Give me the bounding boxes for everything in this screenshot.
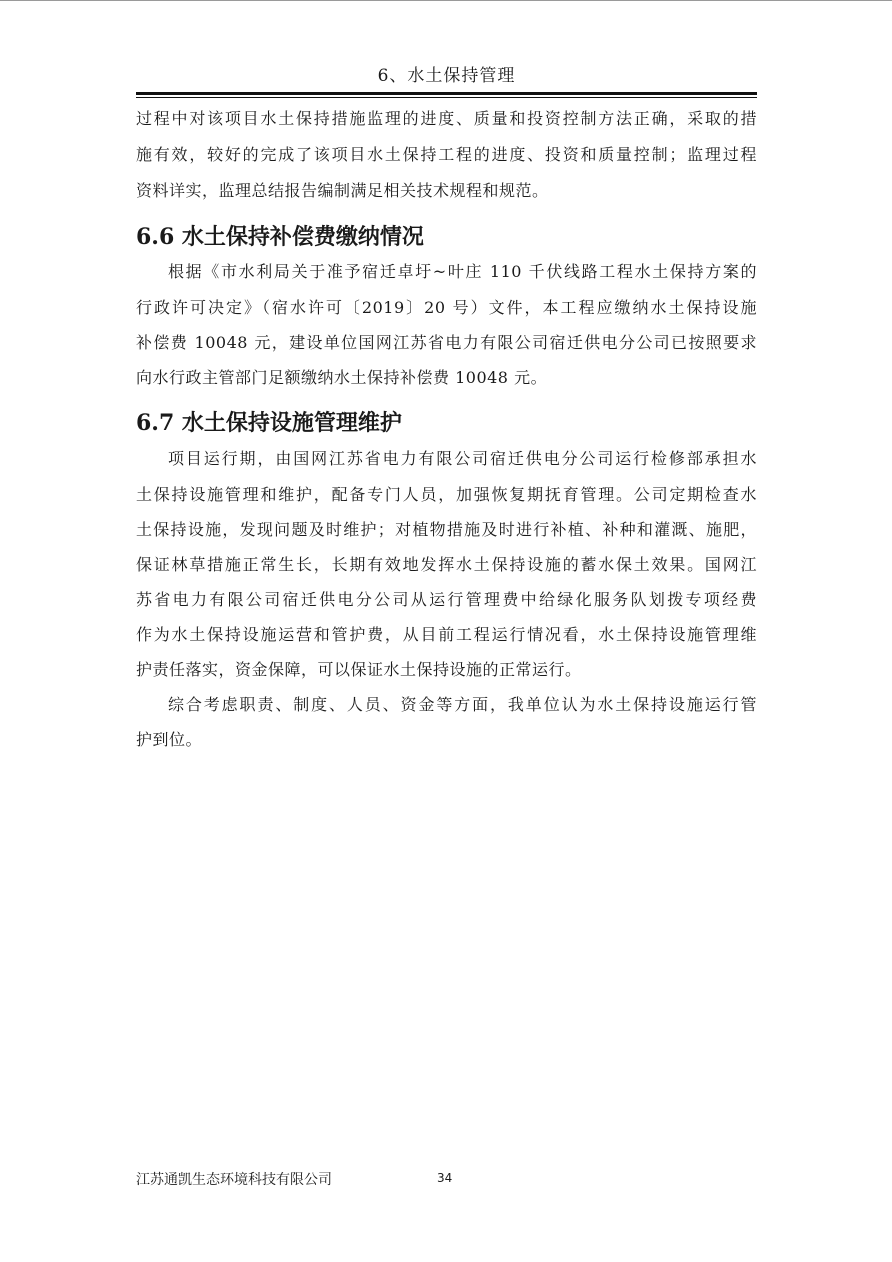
body-line: 作为水土保持设施运营和管护费，从目前工程运行情况看，水土保持设施管理维 [136,625,757,644]
header-rule-thin [136,97,757,98]
body-line: 施有效，较好的完成了该项目水土保持工程的进度、投资和质量控制；监理过程 [136,145,757,164]
body-line: 苏省电力有限公司宿迁供电分公司从运行管理费中给绿化服务队划拨专项经费 [136,590,757,609]
body-line: 护责任落实，资金保障，可以保证水土保持设施的正常运行。 [136,660,582,679]
section-heading-6-7: 6.7 水土保持设施管理维护 [136,410,402,436]
body-line: 保证林草措施正常生长，长期有效地发挥水土保持设施的蓄水保土效果。国网江 [136,555,757,574]
body-line: 资料详实，监理总结报告编制满足相关技术规程和规范。 [136,181,549,200]
body-line: 根据《市水利局关于准予宿迁卓圩~叶庄 110 千伏线路工程水土保持方案的 [168,262,757,281]
page-number: 34 [437,1171,453,1185]
body-line: 过程中对该项目水土保持措施监理的进度、质量和投资控制方法正确，采取的措 [136,109,757,128]
body-line: 项目运行期，由国网江苏省电力有限公司宿迁供电分公司运行检修部承担水 [168,449,757,468]
page-top-border [0,0,892,1]
section-heading-6-6: 6.6 水土保持补偿费缴纳情况 [136,224,424,250]
body-line: 土保持设施，发现问题及时维护；对植物措施及时进行补植、补种和灌溉、施肥， [136,520,757,539]
body-line: 向水行政主管部门足额缴纳水土保持补偿费 10048 元。 [136,368,548,387]
body-line: 护到位。 [136,730,203,749]
running-header: 6、水土保持管理 [377,66,516,86]
header-rule [136,92,757,95]
body-line: 行政许可决定》（宿水许可〔2019〕20 号）文件，本工程应缴纳水土保持设施 [136,298,757,317]
footer-company: 江苏通凯生态环境科技有限公司 [136,1172,332,1188]
body-line: 综合考虑职责、制度、人员、资金等方面，我单位认为水土保持设施运行管 [168,695,757,714]
body-line: 补偿费 10048 元，建设单位国网江苏省电力有限公司宿迁供电分公司已按照要求 [136,333,757,352]
body-line: 土保持设施管理和维护，配备专门人员，加强恢复期抚育管理。公司定期检查水 [136,485,757,504]
